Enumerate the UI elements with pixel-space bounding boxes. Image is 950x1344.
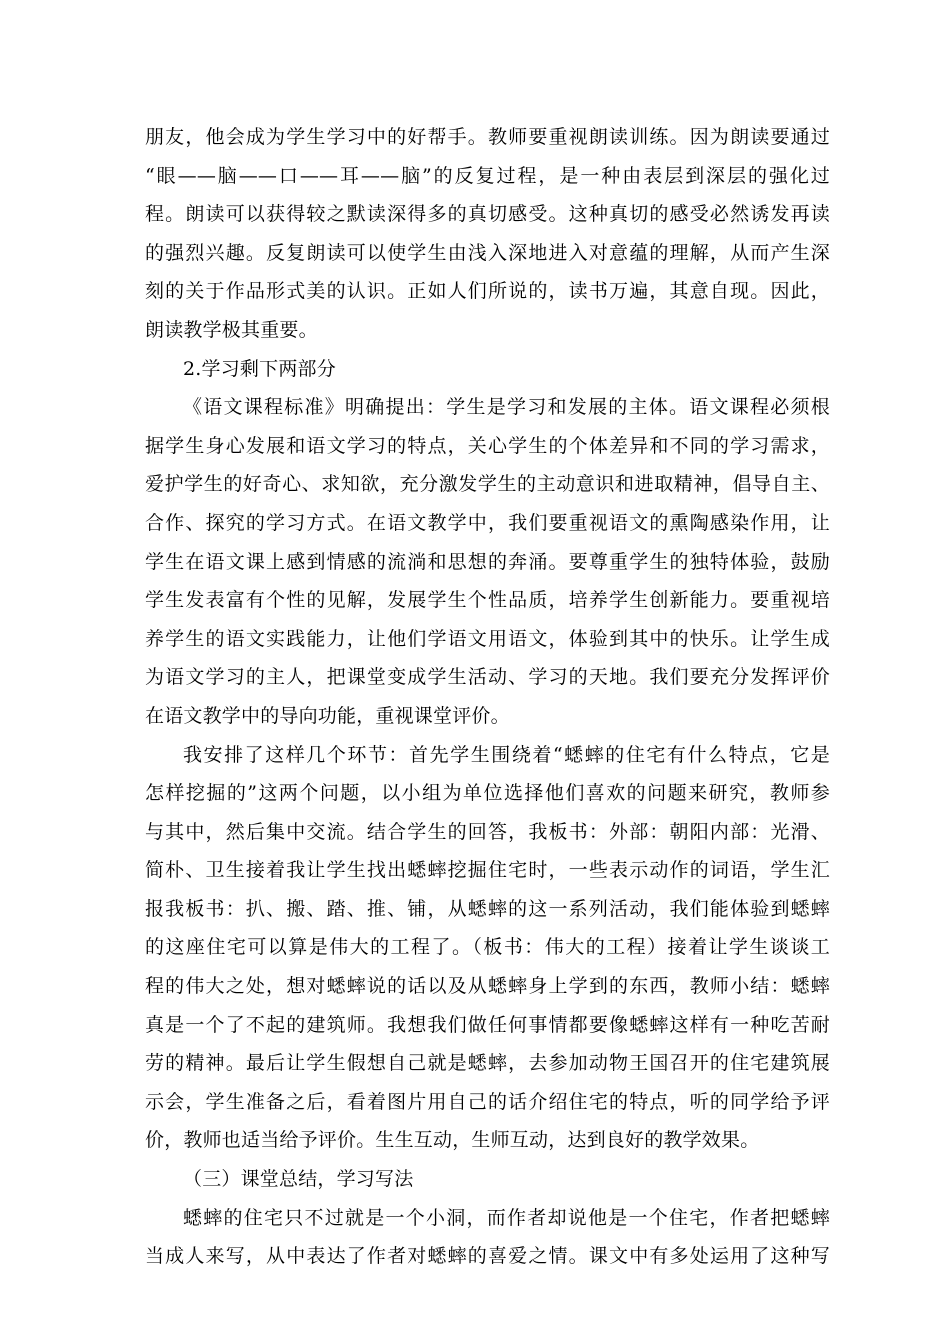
text-line: 的强烈兴趣。反复朗读可以使学生由浅入深地进入对意蕴的理解，从而产生深 bbox=[145, 241, 830, 264]
text-line: 程的伟大之处，想对蟋蟀说的话以及从蟋蟀身上学到的东西，教师小结：蟋蟀 bbox=[145, 975, 830, 998]
text-line: 2.学习剩下两部分 bbox=[183, 357, 336, 380]
text-line: 劳的精神。最后让学生假想自己就是蟋蟀，去参加动物王国召开的住宅建筑展 bbox=[145, 1052, 830, 1075]
text-line: 价，教师也适当给予评价。生生互动，生师互动，达到良好的教学效果。 bbox=[145, 1129, 760, 1152]
text-line: 学生发表富有个性的见解，发展学生个性品质，培养学生创新能力。要重视培 bbox=[145, 589, 830, 612]
text-line: 朋友，他会成为学生学习中的好帮手。教师要重视朗读训练。因为朗读要通过 bbox=[145, 126, 830, 148]
text-line: 爱护学生的好奇心、求知欲，充分激发学生的主动意识和进取精神，倡导自主、 bbox=[145, 473, 830, 496]
text-line: 刻的关于作品形式美的认识。正如人们所说的，读书万遍，其意自现。因此， bbox=[145, 280, 830, 303]
text-line: 与其中，然后集中交流。结合学生的回答，我板书：外部：朝阳内部：光滑、 bbox=[145, 820, 830, 843]
text-line: 我安排了这样几个环节：首先学生围绕着“蟋蟀的住宅有什么特点，它是 bbox=[183, 743, 830, 766]
text-line: 在语文教学中的导向功能，重视课堂评价。 bbox=[145, 704, 510, 727]
text-line: “眼——脑——口——耳——脑”的反复过程，是一种由表层到深层的强化过 bbox=[145, 164, 830, 187]
text-line: 为语文学习的主人，把课堂变成学生活动、学习的天地。我们要充分发挥评价 bbox=[145, 666, 830, 689]
text-line: 示会，学生准备之后，看着图片用自己的话介绍住宅的特点，听的同学给予评 bbox=[145, 1090, 830, 1113]
text-line: 学生在语文课上感到情感的流淌和思想的奔涌。要尊重学生的独特体验，鼓励 bbox=[145, 550, 830, 573]
text-line: 程。朗读可以获得较之默读深得多的真切感受。这种真切的感受必然诱发再读 bbox=[145, 203, 830, 226]
text-line: （三）课堂总结，学习写法 bbox=[183, 1168, 414, 1191]
text-line: 报我板书：扒、搬、踏、推、铺，从蟋蟀的这一系列活动，我们能体验到蟋蟀 bbox=[145, 897, 830, 920]
text-line: 据学生身心发展和语文学习的特点，关心学生的个体差异和不同的学习需求， bbox=[145, 434, 830, 457]
text-line: 真是一个了不起的建筑师。我想我们做任何事情都要像蟋蟀这样有一种吃苦耐 bbox=[145, 1013, 830, 1036]
text-line: 朗读教学极其重要。 bbox=[145, 318, 318, 341]
text-line: 简朴、卫生接着我让学生找出蟋蟀挖掘住宅时，一些表示动作的词语，学生汇 bbox=[145, 859, 830, 882]
text-line: 合作、探究的学习方式。在语文教学中，我们要重视语文的熏陶感染作用，让 bbox=[145, 511, 830, 534]
text-line: 怎样挖掘的”这两个问题，以小组为单位选择他们喜欢的问题来研究，教师参 bbox=[145, 782, 830, 805]
text-line: 《语文课程标准》明确提出：学生是学习和发展的主体。语文课程必须根 bbox=[183, 396, 830, 419]
text-line: 的这座住宅可以算是伟大的工程了。（板书：伟大的工程）接着让学生谈谈工 bbox=[145, 936, 830, 959]
text-line: 养学生的语文实践能力，让他们学语文用语文，体验到其中的快乐。让学生成 bbox=[145, 627, 830, 650]
text-line: 蟋蟀的住宅只不过就是一个小洞，而作者却说他是一个住宅，作者把蟋蟀 bbox=[183, 1206, 830, 1229]
document-page bbox=[145, 118, 830, 1276]
text-line: 当成人来写，从中表达了作者对蟋蟀的喜爱之情。课文中有多处运用了这种写 bbox=[145, 1245, 830, 1268]
